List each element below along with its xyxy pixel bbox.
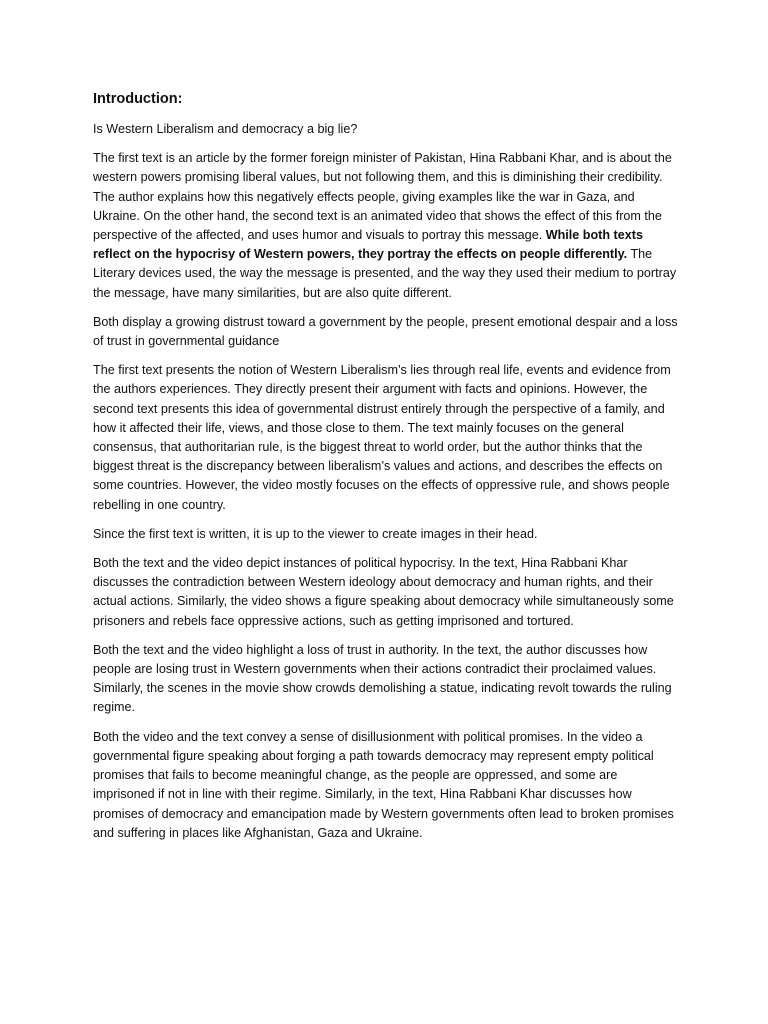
paragraph-6: Both the text and the video highlight a loss of trust in authority. In the text, the author discusses how people are losing trust in Western governments when their actions contradict their proclaimed values. Similarly, the scenes in the movie show crowds demolishing a statue, indicating revolt towards the ruling regime.	[93, 642, 672, 715]
paragraph-3: The first text presents the notion of Western Liberalism’s lies through real life, events and evidence from the authors experiences. They directly present their argument with facts and opinions. However, the second text presents this idea of governmental distrust entirely through the perspective of a family, and how it affected their life, views, and those close to them. The text mainly focuses on the general consensus, that authoritarian rule, is the biggest threat to world order, but the author thinks that the biggest threat is the discrepancy between liberalism’s values and actions, and describes the effects on some countries. However, the video mostly focuses on the effects of oppressive rule, and shows people rebelling in one country.	[93, 363, 671, 512]
section-heading: Introduction:	[93, 91, 183, 107]
paragraph-2: Both display a growing distrust toward a government by the people, present emotional despair and a loss of trust in governmental guidance	[93, 314, 678, 349]
paragraph-1	[93, 149, 679, 303]
paragraph-5: Both the text and the video depict instances of political hypocrisy. In the text, Hina Rabbani Khar discusses the contradiction between Western ideology about democracy and human rights, and their actual actions. Similarly, the video shows a figure speaking about democracy while simultaneously some prisoners and rebels face oppressive actions, such as getting imprisoned and tortured.	[93, 556, 674, 628]
paragraph-1-text-b: The Literary devices used, the way the message is presented, and the way they used their medium to portray the message, have many similarities, but are also quite different.	[93, 247, 677, 300]
paragraph-1-text-a: The first text is an article by the former foreign minister of Pakistan, Hina Rabbani Khar, and is about the western powers promising liberal values, but not following them, and this is diminishing their credibility. The author explains how this negatively effects people, giving examples like the war in Gaza, and Ukraine. On the other hand, the second text is an animated video that shows the effect of this from the perspective of the affected, and uses humor and visuals to portray this message.	[93, 151, 672, 243]
paragraph-4: Since the first text is written, it is up to the viewer to create images in their head.	[93, 526, 538, 541]
intro-question: Is Western Liberalism and democracy a big lie?	[93, 122, 358, 136]
document-body	[93, 89, 679, 853]
thesis-statement: While both texts reflect on the hypocrisy of Western powers, they portray the effects on people differently.	[93, 228, 643, 262]
paragraph-7: Both the video and the text convey a sense of disillusionment with political promises. In the video a governmental figure speaking about forging a path towards democracy may represent empty political promises that fails to become meaningful change, as the people are oppressed, and some are imprisoned if not in line with their regime. Similarly, in the text, Hina Rabbani Khar discusses how promises of democracy and emancipation made by Western governments often lead to broken promises and suffering in places like Afghanistan, Gaza and Ukraine.	[93, 729, 674, 840]
